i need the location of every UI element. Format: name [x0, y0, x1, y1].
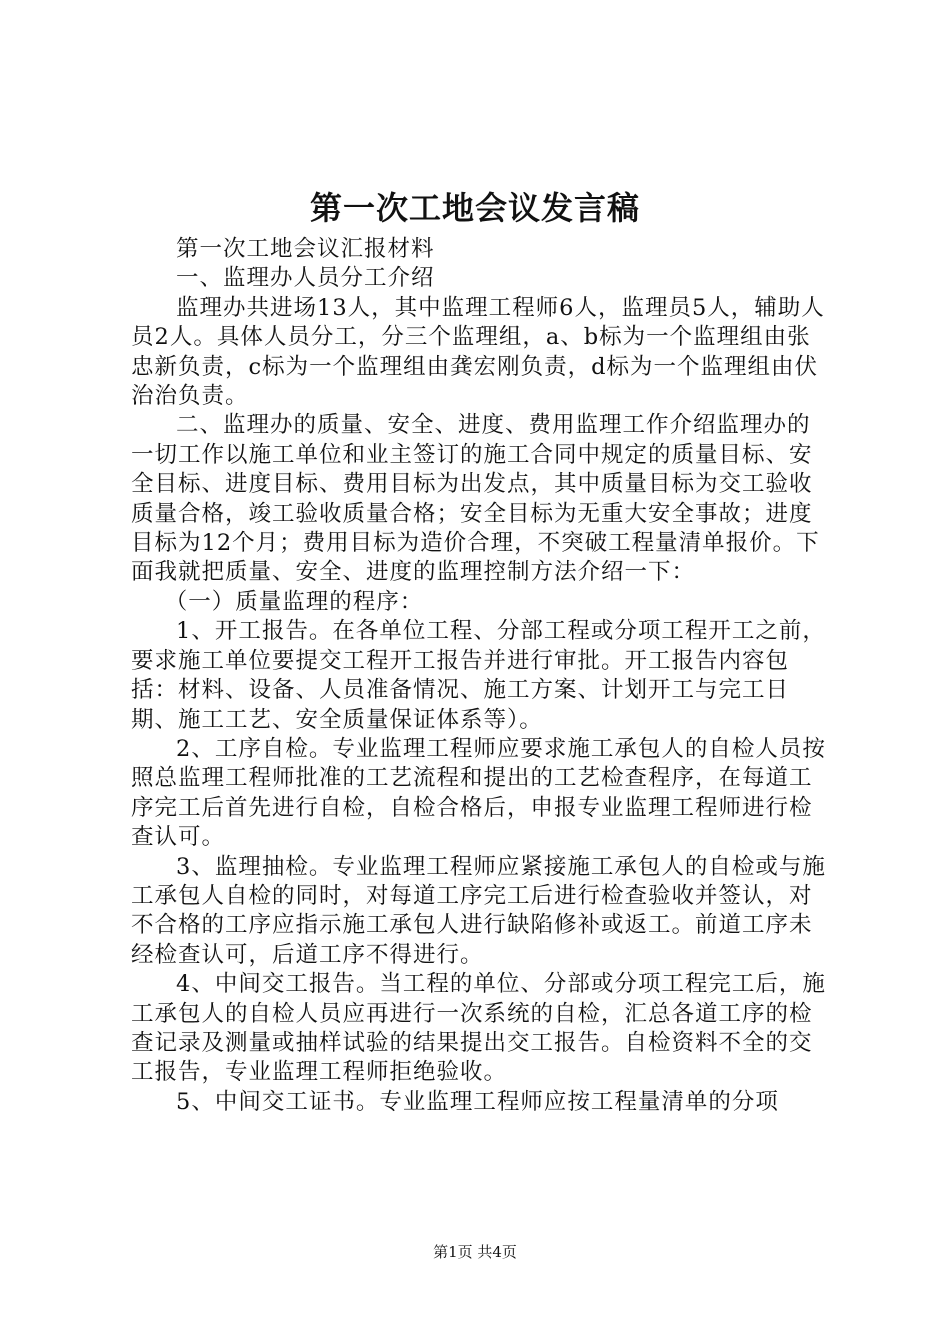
- paragraph-item-5: 5、中间交工证书。专业监理工程师应按工程量清单的分项: [176, 1088, 779, 1115]
- page-number: 第1页 共4页: [433, 1243, 517, 1261]
- section-heading-quality: （一）质量监理的程序：: [164, 588, 424, 615]
- paragraph-item-3: 3、监理抽检。专业监理工程师应紧接施工承包人的自检或与施工承包人自检的同时，对每道工序完工后进行检查验收并签认，对不合格的工序应指示施工承包人进行缺陷修补或返工。前道工序未经检查认可，后道工序不得进行。: [131, 853, 826, 968]
- paragraph-item-1: 1、开工报告。在各单位工程、分部工程或分项工程开工之前，要求施工单位要提交工程开工报告并进行审批。开工报告内容包括：材料、设备、人员准备情况、施工方案、计划开工与完工日期、施工工艺、安全质量保证体系等）。: [131, 618, 826, 733]
- paragraph-item-2: 2、工序自检。专业监理工程师应要求施工承包人的自检人员按照总监理工程师批准的工艺流程和提出的工艺检查程序，在每道工序完工后首先进行自检，自检合格后，申报专业监理工程师进行检查认可。: [131, 735, 826, 851]
- paragraph-supervision-intro: 二、监理办的质量、安全、进度、费用监理工作介绍监理办的一切工作以施工单位和业主签订的施工合同中规定的质量目标、安全目标、进度目标、费用目标为出发点，其中质量目标为交工验收质量合格，竣工验收质量合格；安全目标为无重大安全事故；进度目标为12个月；费用目标为造价合理，不突破工程量清单报价。下面我就把质量、安全、进度的监理控制方法介绍一下：: [131, 412, 820, 586]
- paragraph-item-4: 4、中间交工报告。当工程的单位、分部或分项工程完工后，施工承包人的自检人员应再进行一次系统的自检，汇总各道工序的检查记录及测量或抽样试验的结果提出交工报告。自检资料不全的交工报告，专业监理工程师拒绝验收。: [131, 971, 826, 1086]
- paragraph-staff: 监理办共进场13人，其中监理工程师6人，监理员5人，辅助人员2人。具体人员分工，分三个监理组，a、b标为一个监理组由张忠新负责，c标为一个监理组由龚宏刚负责，d标为一个监理组由伏治治负责。: [131, 294, 825, 410]
- document-body: [131, 235, 831, 1117]
- report-subtitle: 第一次工地会议汇报材料: [176, 236, 435, 262]
- section-heading-staff: 一、监理办人员分工介绍: [176, 265, 435, 292]
- page-title: 第一次工地会议发言稿: [309, 189, 640, 227]
